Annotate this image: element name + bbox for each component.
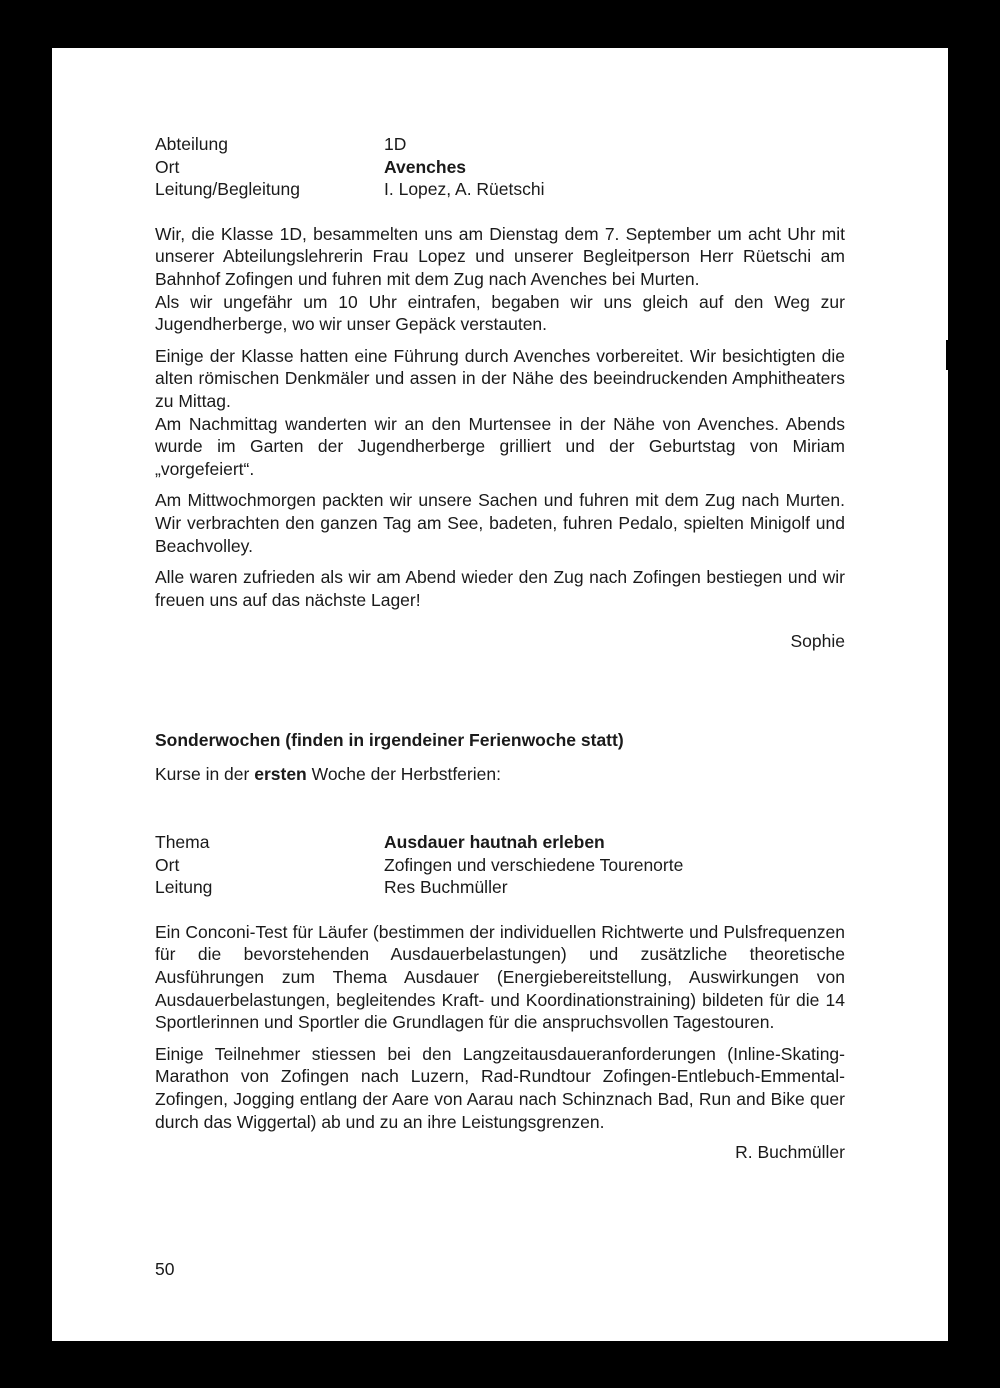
meta-value: Avenches xyxy=(384,156,467,177)
page-content xyxy=(155,133,845,1164)
meta-value: I. Lopez, A. Rüetschi xyxy=(384,179,545,200)
intro-bold-text: ersten xyxy=(254,764,307,785)
course-signature: R. Buchmüller xyxy=(735,1142,845,1163)
lager-meta-table xyxy=(155,133,545,201)
scan-edge-mark xyxy=(946,340,950,370)
meta-row xyxy=(155,133,545,156)
meta-key: Leitung xyxy=(155,877,213,898)
course-paragraph: Einige Teilnehmer stiessen bei den Langzeitausdaueranforderungen (Inline-Skating-Marathon von Zofingen nach Luzern, Rad-Rundtour Zofingen-Entlebuch-Emmental-Zofingen, Jogging entlang der Aare von Aarau nach Schinznach Bad, Run and Bike quer durch das Wiggertal) ab und zu an ihre Leistungsgrenzen. xyxy=(155,1043,845,1132)
course-meta-table xyxy=(155,831,683,899)
lager-paragraph: Einige der Klasse hatten eine Führung durch Avenches vorbereitet. Wir besichtigten die alten römischen Denkmäler und assen in der Nähe des beeindruckenden Amphitheaters zu Mittag. xyxy=(155,345,845,411)
meta-row xyxy=(155,178,545,201)
meta-row xyxy=(155,876,683,899)
page-number: 50 xyxy=(155,1259,175,1279)
lager-paragraph: Wir, die Klasse 1D, besammelten uns am Dienstag dem 7. September um acht Uhr mit unserer Abteilungslehrerin Frau Lopez und unserer Begleitperson Herr Rüetschi am Bahnhof Zofingen und fuhren mit dem Zug nach Avenches bei Murten. xyxy=(155,223,845,289)
section-title: Sonderwochen (finden in irgendeiner Ferienwoche statt) xyxy=(155,729,624,750)
intro-text: Woche der Herbstferien: xyxy=(306,764,501,785)
meta-key: Leitung/Begleitung xyxy=(155,179,300,200)
meta-value: Ausdauer hautnah erleben xyxy=(384,832,605,853)
lager-paragraph: Als wir ungefähr um 10 Uhr eintrafen, begaben wir uns gleich auf den Weg zur Jugendherberge, wo wir unser Gepäck verstauten. xyxy=(155,291,845,335)
course-paragraph: Ein Conconi-Test für Läufer (bestimmen der individuellen Richtwerte und Pulsfrequenzen für die bevorstehenden Ausdauerbelastungen) und zusätzliche theoretische Ausführungen zum Thema Ausdauer (Energiebereitstellung, Auswirkungen von Ausdauerbelastungen, begleitendes Kraft- und Koordinationstraining) bildeten für die 14 Sportlerinnen und Sportler die Grundlagen für die anspruchsvollen Tagestouren. xyxy=(155,921,845,1033)
meta-row xyxy=(155,831,683,854)
document-page xyxy=(52,48,948,1341)
meta-value: Res Buchmüller xyxy=(384,877,508,898)
meta-row xyxy=(155,854,683,877)
intro-text: Kurse in der xyxy=(155,764,255,785)
section-intro xyxy=(155,763,845,786)
meta-key: Ort xyxy=(155,854,180,875)
meta-key: Abteilung xyxy=(155,134,228,154)
lager-paragraph: Alle waren zufrieden als wir am Abend wieder den Zug nach Zofingen bestiegen und wir freuen uns auf das nächste Lager! xyxy=(155,567,845,610)
meta-value: Zofingen und verschiedene Tourenorte xyxy=(384,854,684,875)
meta-value: 1D xyxy=(384,134,407,154)
meta-row xyxy=(155,156,545,179)
lager-paragraph: Am Nachmittag wanderten wir an den Murtensee in der Nähe von Avenches. Abends wurde im Garten der Jugendherberge grilliert und der Geburtstag von Miriam „vorgefeiert“. xyxy=(155,413,845,479)
meta-key: Ort xyxy=(155,156,180,177)
lager-paragraph: Am Mittwochmorgen packten wir unsere Sachen und fuhren mit dem Zug nach Murten. Wir verbrachten den ganzen Tag am See, badeten, fuhren Pedalo, spielten Minigolf und Beachvolley. xyxy=(155,490,845,556)
lager-signature: Sophie xyxy=(790,631,845,652)
meta-key: Thema xyxy=(155,832,210,853)
